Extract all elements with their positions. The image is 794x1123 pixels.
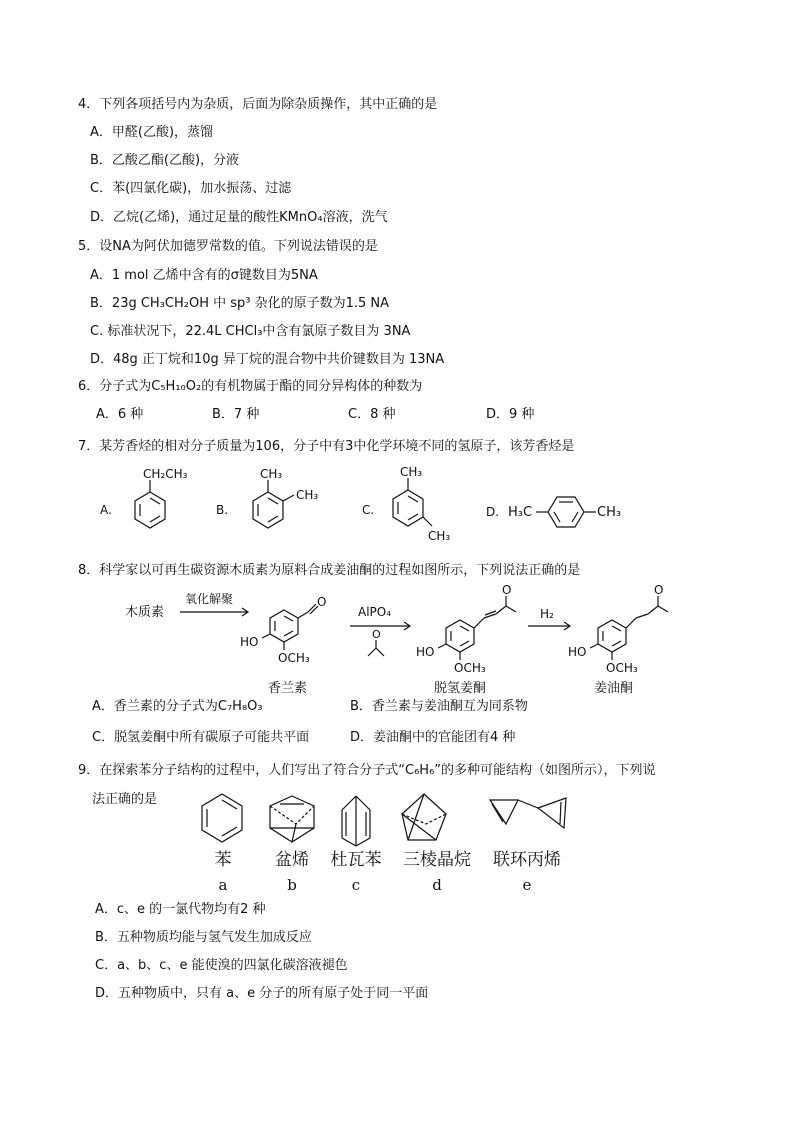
q9-option-b: B．五种物质均能与氢气发生加成反应 — [95, 930, 312, 945]
q6-option-c: C．8 种 — [348, 407, 396, 422]
vanillin-name: 香兰素 — [268, 681, 308, 696]
methoxy-label: OCH₃ — [606, 661, 638, 675]
q9-option-c: C．a、b、c、e 能使溴的四氯化碳溶液褪色 — [95, 958, 348, 973]
q9-c6h6-structures — [190, 790, 590, 895]
benzene-structure — [202, 794, 242, 842]
letter-e: e — [522, 876, 532, 894]
q8-option-b: B．香兰素与姜油酮互为同系物 — [350, 699, 528, 714]
q4-stem: 4．下列各项括号内为杂质，后面为除杂质操作，其中正确的是 — [78, 97, 438, 112]
q6-option-d: D．9 种 — [486, 407, 535, 422]
oxygen-label: O — [317, 595, 327, 609]
q4-option-a: A．甲醛(乙酸)，蒸馏 — [90, 125, 214, 140]
dehydrozingerone-name: 脱氢姜酮 — [434, 681, 487, 696]
acetone-oxygen-label: O — [372, 628, 381, 641]
letter-b: b — [287, 876, 297, 894]
ch3-label: CH₃ — [296, 488, 319, 502]
q4-option-c: C．苯(四氯化碳)，加水振荡、过滤 — [90, 181, 292, 196]
letter-a: a — [218, 876, 228, 894]
step1-reagent: 氧化解聚 — [185, 592, 234, 606]
q7-option-b-structure — [216, 462, 336, 542]
q7-option-d-structure — [486, 474, 646, 534]
q6-stem: 6．分子式为C₅H₁₀O₂的有机物属于酯的同分异构体的种数为 — [78, 379, 423, 394]
lignin-label: 木质素 — [125, 605, 165, 620]
q7-option-c-structure — [362, 460, 472, 552]
dewar-benzene-structure — [342, 796, 370, 846]
q7-label-b: B. — [216, 503, 229, 517]
dehydrozingerone-structure — [416, 583, 516, 675]
hydroxyl-label: HO — [416, 645, 435, 659]
vanillin-structure — [240, 595, 326, 665]
name-dewar-benzene: 杜瓦苯 — [330, 850, 382, 870]
zingerone-name: 姜油酮 — [594, 681, 634, 696]
letter-c: c — [351, 876, 361, 894]
oxygen-label: O — [502, 583, 512, 597]
q6-option-a: A．6 种 — [96, 407, 144, 422]
ethyl-group-label: CH₂CH₃ — [143, 467, 188, 481]
hydroxyl-label: HO — [568, 645, 587, 659]
h3c-label: H₃C — [508, 505, 533, 520]
name-prismane: 三棱晶烷 — [403, 850, 471, 870]
q7-option-a-structure — [100, 462, 210, 542]
q5-option-d: D．48g 正丁烷和10g 异丁烷的混合物中共价键数目为 13NA — [90, 352, 445, 367]
step3-reagent: H₂ — [540, 607, 554, 621]
benzvalene-structure — [270, 796, 314, 842]
q4-option-b: B．乙酸乙酯(乙酸)，分液 — [90, 153, 240, 168]
q6-option-b: B．7 种 — [212, 407, 260, 422]
q8-option-d: D．姜油酮中的官能团有4 种 — [350, 730, 516, 745]
q9-stem-line1: 9．在探索苯分子结构的过程中，人们写出了符合分子式“C₆H₆”的多种可能结构（如图所示），下列说 — [78, 763, 656, 778]
q7-label-d: D. — [486, 505, 500, 519]
q8-stem: 8．科学家以可再生碳资源木质素为原料合成姜油酮的过程如图所示，下列说法正确的是 — [78, 563, 581, 578]
q5-stem: 5．设NA为阿伏加德罗常数的值。下列说法错误的是 — [78, 239, 378, 254]
name-benzene: 苯 — [214, 850, 232, 870]
q7-label-a: A. — [100, 503, 112, 517]
ch3-label: CH₃ — [597, 505, 622, 520]
q5-option-a: A．1 mol 乙烯中含有的σ键数目为5NA — [90, 268, 318, 283]
q8-option-a: A．香兰素的分子式为C₇H₈O₃ — [92, 699, 263, 714]
bicyclopropenyl-structure — [490, 798, 566, 828]
step2-catalyst: AlPO₄ — [358, 605, 392, 619]
methoxy-label: OCH₃ — [454, 661, 486, 675]
name-benzvalene: 盆烯 — [275, 850, 309, 870]
methoxy-label: OCH₃ — [278, 651, 310, 665]
q7-stem: 7．某芳香烃的相对分子质量为106，分子中有3中化学环境不同的氢原子，该芳香烃是 — [78, 439, 575, 454]
q4-option-d: D．乙烷(乙烯)，通过足量的酸性KMnO₄溶液，洗气 — [90, 210, 388, 225]
q5-option-b: B．23g CH₃CH₂OH 中 sp³ 杂化的原子数为1.5 NA — [90, 296, 390, 311]
q9-stem-line2: 法正确的是 — [92, 792, 158, 807]
q9-option-d: D．五种物质中，只有 a、e 分子的所有原子处于同一平面 — [95, 986, 429, 1001]
q9-option-a: A．c、e 的一氯代物均有2 种 — [95, 902, 266, 917]
q7-label-c: C. — [362, 503, 375, 517]
oxygen-label: O — [654, 583, 664, 597]
prismane-structure — [402, 794, 446, 840]
ch3-label: CH₃ — [400, 465, 423, 479]
q8-option-c: C．脱氢姜酮中所有碳原子可能共平面 — [92, 730, 310, 745]
ch3-label: CH₃ — [260, 467, 283, 481]
q8-reaction-scheme — [120, 583, 680, 698]
name-bicyclopropenyl: 联环丙烯 — [493, 850, 561, 870]
ch3-label: CH₃ — [428, 529, 451, 543]
q5-option-c: C. 标准状况下，22.4L CHCl₃中含有氯原子数目为 3NA — [90, 324, 411, 339]
letter-d: d — [432, 876, 442, 894]
zingerone-structure — [568, 583, 668, 675]
hydroxyl-label: HO — [240, 635, 259, 649]
